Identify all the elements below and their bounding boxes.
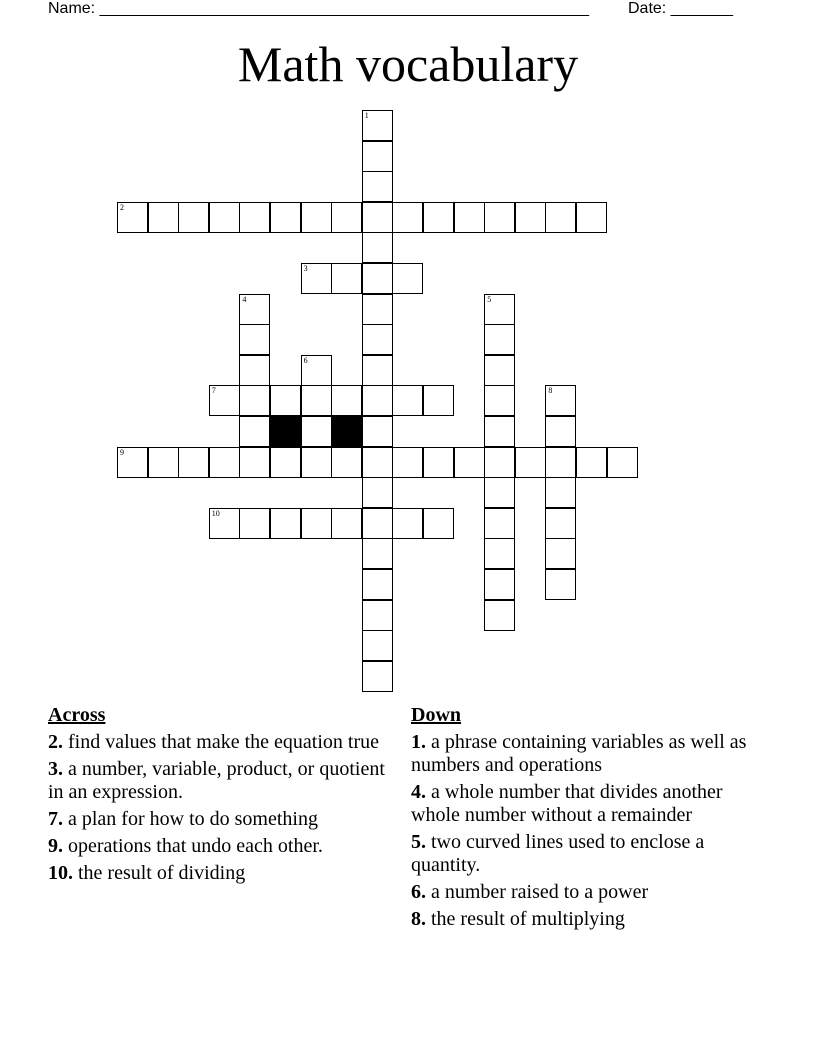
crossword-cell[interactable] [117, 447, 148, 478]
clue-number-label: 7 [211, 386, 216, 396]
date-line: Date: _______ [628, 0, 733, 17]
clue-number: 4. [411, 781, 426, 803]
crossword-cell[interactable] [545, 508, 576, 539]
crossword-cell[interactable] [484, 477, 515, 508]
crossword-cell[interactable] [484, 355, 515, 386]
crossword-cell[interactable] [178, 202, 209, 233]
crossword-cell[interactable] [362, 202, 393, 233]
crossword-cell[interactable] [423, 202, 454, 233]
crossword-cell[interactable] [362, 661, 393, 692]
crossword-cell[interactable] [362, 385, 393, 416]
crossword-cell[interactable] [270, 202, 301, 233]
crossword-cell[interactable] [209, 385, 240, 416]
crossword-cell[interactable] [392, 508, 423, 539]
crossword-cell[interactable] [362, 232, 393, 263]
page-title: Math vocabulary [237, 36, 579, 92]
crossword-cell[interactable] [301, 202, 332, 233]
crossword-cell[interactable] [545, 538, 576, 569]
crossword-cell[interactable] [362, 600, 393, 631]
crossword-cell[interactable] [362, 630, 393, 661]
across-heading: Across [48, 704, 106, 726]
crossword-cell[interactable] [545, 202, 576, 233]
across-clues [48, 704, 388, 889]
crossword-cell[interactable] [392, 447, 423, 478]
clue-across-7 [48, 808, 388, 831]
clue-down-8 [411, 908, 751, 931]
crossword-cell[interactable] [423, 447, 454, 478]
crossword-cell[interactable] [301, 263, 332, 294]
crossword-cell[interactable] [301, 416, 332, 447]
crossword-cell[interactable] [331, 508, 362, 539]
crossword-cell[interactable] [392, 385, 423, 416]
crossword-cell[interactable] [607, 447, 638, 478]
clue-number-label: 2 [120, 202, 124, 212]
crossword-cell[interactable] [209, 447, 240, 478]
clue-text: a plan for how to do something [68, 808, 318, 830]
crossword-cell[interactable] [239, 385, 270, 416]
crossword-cell[interactable] [484, 447, 515, 478]
clue-text: operations that undo each other. [68, 835, 323, 857]
crossword-cell[interactable] [362, 324, 393, 355]
clue-number-label: 3 [303, 264, 308, 273]
crossword-cell[interactable] [484, 600, 515, 631]
clue-down-4 [411, 781, 751, 827]
crossword-cell[interactable] [392, 263, 423, 294]
crossword-cell[interactable] [484, 538, 515, 569]
clue-number: 8. [411, 908, 426, 930]
crossword-cell[interactable] [454, 202, 485, 233]
crossword-cell[interactable] [362, 294, 393, 325]
clue-number: 6. [411, 881, 426, 903]
clue-number: 7. [48, 808, 63, 830]
down-heading: Down [411, 704, 462, 726]
clue-number-label: 5 [487, 294, 492, 304]
crossword-cell[interactable] [362, 171, 393, 202]
clue-number: 1. [411, 731, 426, 753]
clue-across-2 [48, 731, 388, 754]
clue-number-label: 9 [120, 447, 124, 457]
down-clues [411, 704, 751, 935]
clue-number: 2. [48, 731, 63, 753]
crossword-cell[interactable] [423, 508, 454, 539]
crossword-cell[interactable] [362, 447, 393, 478]
crossword-cell[interactable] [148, 202, 179, 233]
crossword-cell[interactable] [178, 447, 209, 478]
crossword-cell[interactable] [331, 202, 362, 233]
clue-down-6 [411, 881, 751, 904]
crossword-cell[interactable] [239, 355, 270, 386]
crossword-cell[interactable] [576, 202, 607, 233]
crossword-cell[interactable] [148, 447, 179, 478]
crossword-block [270, 416, 301, 447]
crossword-cell[interactable] [301, 447, 332, 478]
clue-text: find values that make the equation true [68, 731, 380, 753]
crossword-cell[interactable] [270, 508, 301, 539]
crossword-cell[interactable] [209, 508, 240, 539]
crossword-cell[interactable] [239, 416, 270, 447]
clue-number-label: 1 [364, 111, 369, 120]
clue-text: a whole number that divides another whole number without a remainder [411, 781, 723, 826]
clue-text: the result of multiplying [431, 908, 625, 930]
crossword-cell[interactable] [362, 477, 393, 508]
crossword-cell[interactable] [484, 324, 515, 355]
clue-number-label: 8 [548, 386, 553, 396]
clue-down-1 [411, 731, 751, 777]
clue-text: the result of dividing [78, 862, 246, 884]
crossword-cell[interactable] [239, 294, 270, 325]
crossword-cell[interactable] [239, 324, 270, 355]
crossword-block [331, 416, 362, 447]
crossword-cell[interactable] [545, 477, 576, 508]
crossword-cell[interactable] [545, 569, 576, 600]
clue-text: a phrase containing variables as well as numbers and operations [411, 731, 747, 776]
crossword-cell[interactable] [331, 263, 362, 294]
clue-across-3 [48, 758, 388, 804]
clue-number: 9. [48, 835, 63, 857]
crossword-cell[interactable] [239, 508, 270, 539]
crossword-cell[interactable] [239, 202, 270, 233]
crossword-cell[interactable] [515, 202, 546, 233]
crossword-cell[interactable] [362, 416, 393, 447]
crossword-cell[interactable] [301, 385, 332, 416]
crossword-cell[interactable] [301, 508, 332, 539]
clue-number-label: 6 [303, 355, 308, 365]
crossword-cell[interactable] [362, 110, 393, 141]
crossword-cell[interactable] [270, 385, 301, 416]
crossword-cell[interactable] [576, 447, 607, 478]
crossword-cell[interactable] [270, 447, 301, 478]
crossword-cell[interactable] [484, 569, 515, 600]
crossword-cell[interactable] [484, 385, 515, 416]
clue-number: 5. [411, 831, 426, 853]
crossword-cell[interactable] [484, 202, 515, 233]
name-line: Name: _______________________________________________________ [48, 0, 589, 17]
crossword-cell[interactable] [454, 447, 485, 478]
crossword-cell[interactable] [362, 263, 393, 294]
crossword-cell[interactable] [545, 385, 576, 416]
clue-number-label: 10 [211, 508, 220, 518]
crossword-cell[interactable] [331, 447, 362, 478]
crossword-cell[interactable] [362, 141, 393, 172]
crossword-cell[interactable] [515, 447, 546, 478]
clue-text: a number, variable, product, or quotient in an expression. [48, 758, 385, 803]
crossword-cell[interactable] [362, 508, 393, 539]
clue-across-10 [48, 862, 388, 885]
crossword-cell[interactable] [423, 385, 454, 416]
crossword-cell[interactable] [209, 202, 240, 233]
clue-number-label: 4 [242, 294, 247, 304]
crossword-cell[interactable] [239, 447, 270, 478]
clue-text: two curved lines used to enclose a quantity. [411, 831, 705, 876]
crossword-cell[interactable] [117, 202, 148, 233]
crossword-cell[interactable] [545, 416, 576, 447]
clue-number: 10. [48, 862, 73, 884]
crossword-cell[interactable] [301, 355, 332, 386]
crossword-cell[interactable] [392, 202, 423, 233]
crossword-cell[interactable] [484, 294, 515, 325]
clue-down-5 [411, 831, 751, 877]
clue-text: a number raised to a power [431, 881, 649, 903]
crossword-cell[interactable] [331, 385, 362, 416]
crossword-cell[interactable] [362, 355, 393, 386]
crossword-cell[interactable] [484, 508, 515, 539]
crossword-cell[interactable] [545, 447, 576, 478]
crossword-cell[interactable] [362, 538, 393, 569]
crossword-cell[interactable] [484, 416, 515, 447]
clue-number: 3. [48, 758, 63, 780]
clue-across-9 [48, 835, 388, 858]
crossword-cell[interactable] [362, 569, 393, 600]
